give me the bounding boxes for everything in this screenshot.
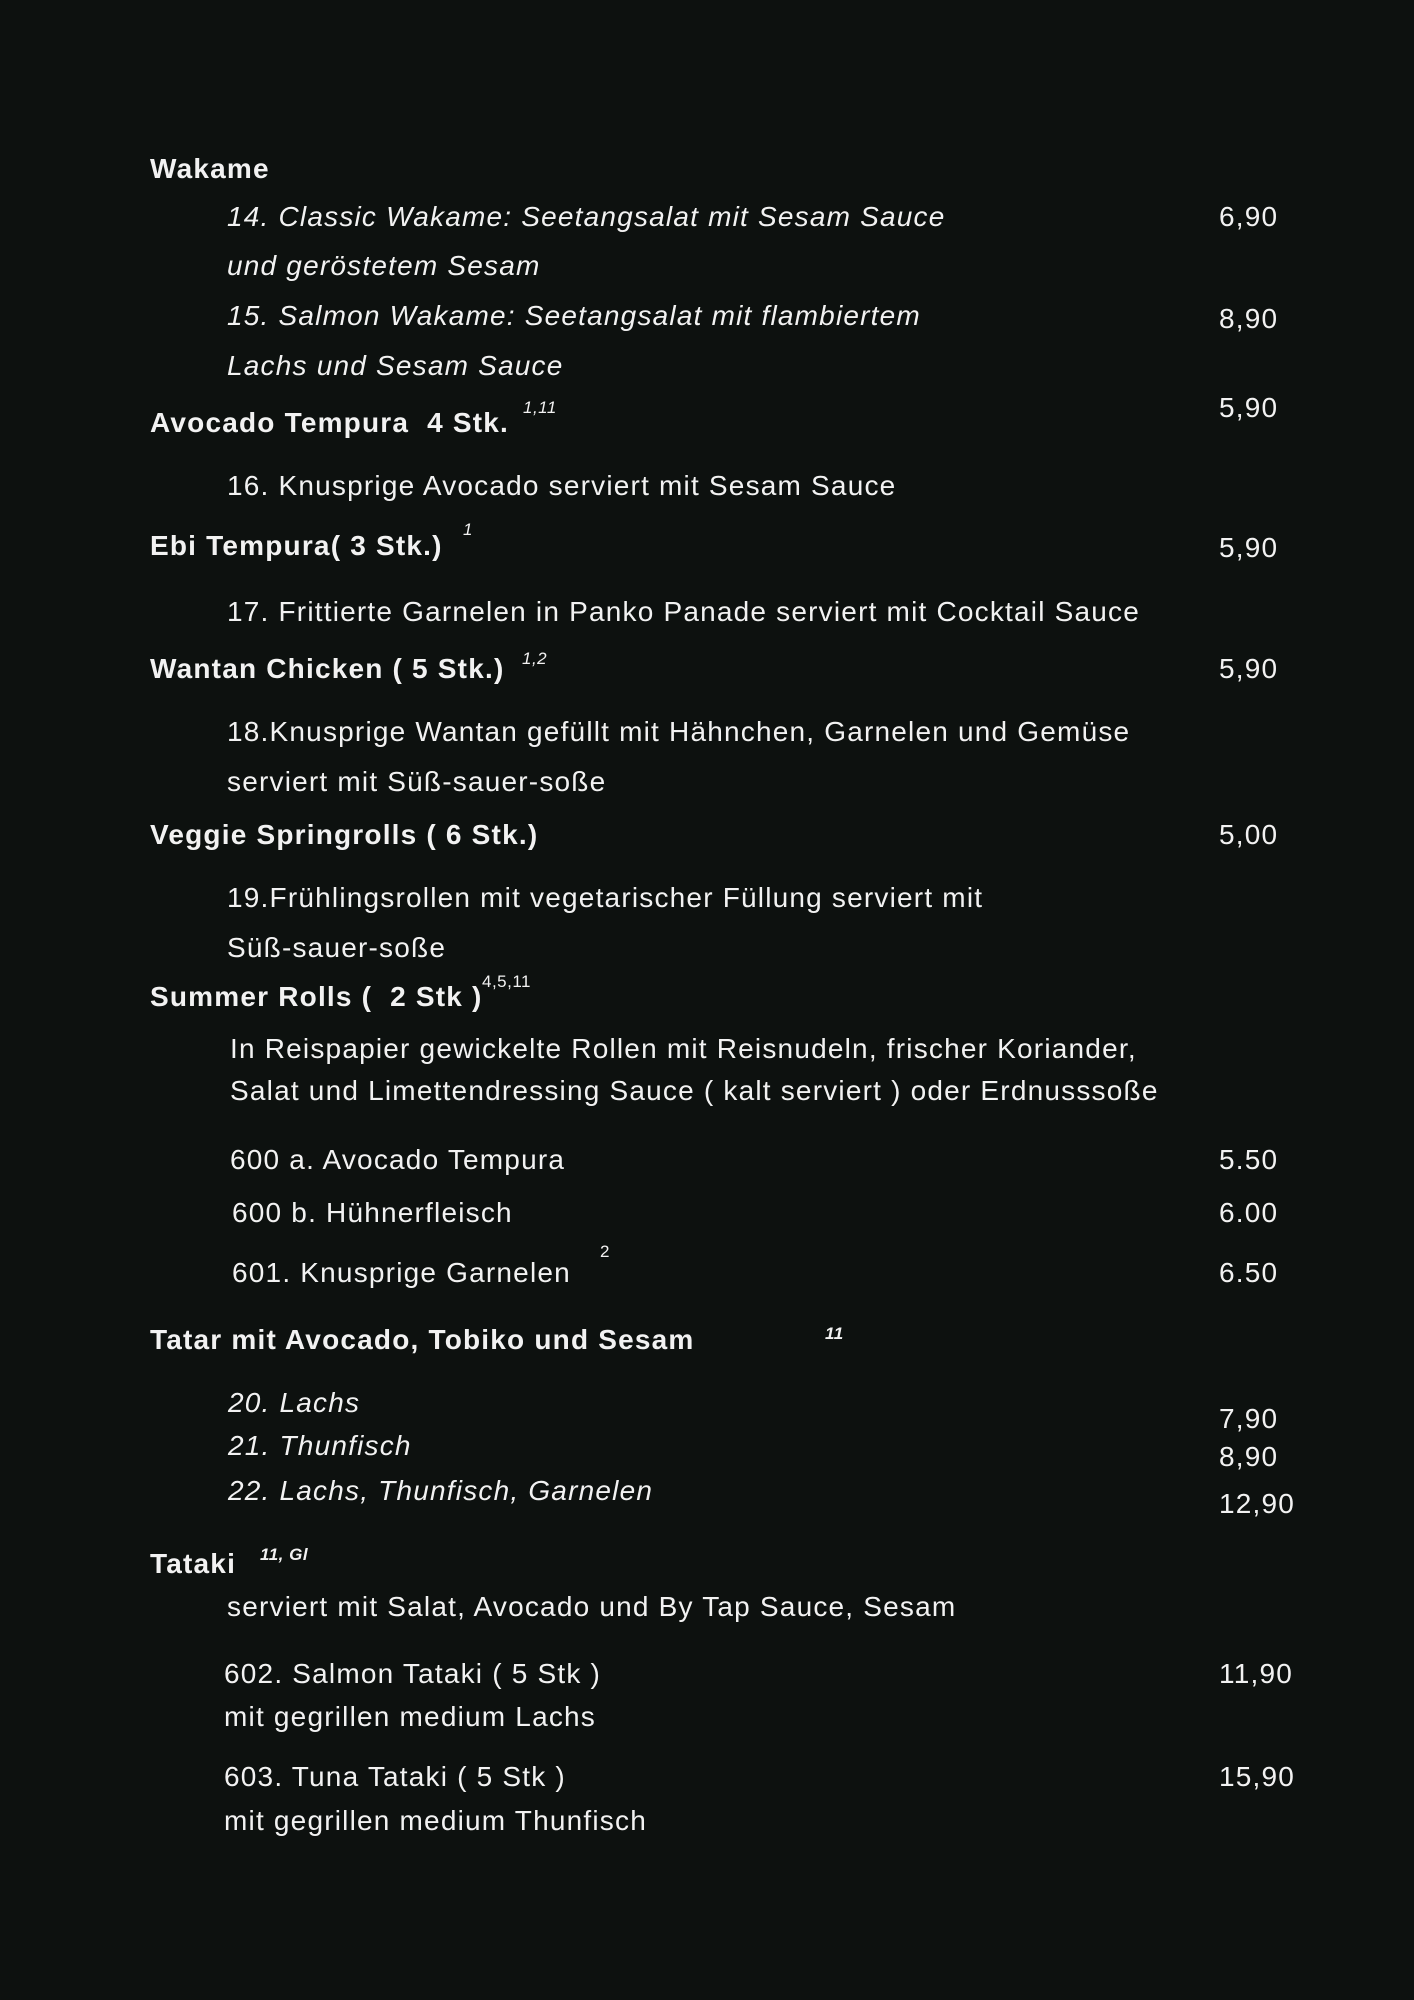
menu-item-602-sub: mit gegrillen medium Lachs [224, 1701, 597, 1732]
tataki-desc: serviert mit Salat, Avocado und By Tap Sauce, Sesam [227, 1591, 957, 1622]
menu-item-16: 16. Knusprige Avocado serviert mit Sesam Sauce [227, 470, 897, 501]
menu-item-14-price: 6,90 [1219, 201, 1279, 232]
section-title-summer-rolls: Summer Rolls ( 2 Stk ) [150, 981, 483, 1012]
allergen-note: 1 [463, 520, 473, 539]
menu-item-15-line1: 15. Salmon Wakame: Seetangsalat mit flambiertem [227, 300, 921, 331]
menu-item-22-price: 12,90 [1219, 1488, 1296, 1519]
menu-item-600a-price: 5.50 [1219, 1144, 1279, 1175]
menu-item-21-price: 8,90 [1219, 1441, 1279, 1472]
menu-item-22: 22. Lachs, Thunfisch, Garnelen [228, 1475, 654, 1506]
allergen-note: 11 [825, 1324, 844, 1343]
menu-item-14-line2: und geröstetem Sesam [227, 250, 541, 281]
veggie-springrolls-price: 5,00 [1219, 819, 1279, 850]
section-title-tatar: Tatar mit Avocado, Tobiko und Sesam [150, 1324, 695, 1355]
allergen-note: 2 [600, 1242, 610, 1261]
menu-item-600b-price: 6.00 [1219, 1197, 1279, 1228]
ebi-tempura-price: 5,90 [1219, 532, 1279, 563]
wantan-chicken-price: 5,90 [1219, 653, 1279, 684]
allergen-note: 1,2 [522, 649, 548, 668]
menu-item-18-line2: serviert mit Süß-sauer-soße [227, 766, 607, 797]
section-title-wakame: Wakame [150, 153, 270, 184]
menu-item-603-price: 15,90 [1219, 1761, 1296, 1792]
menu-item-19-line2: Süß-sauer-soße [227, 932, 447, 963]
menu-item-603: 603. Tuna Tataki ( 5 Stk ) [224, 1761, 566, 1792]
section-title-avocado-tempura: Avocado Tempura 4 Stk. [150, 407, 510, 438]
menu-item-602: 602. Salmon Tataki ( 5 Stk ) [224, 1658, 602, 1689]
avocado-tempura-price: 5,90 [1219, 392, 1279, 423]
menu-item-15-line2: Lachs und Sesam Sauce [227, 350, 564, 381]
menu-item-20-price: 7,90 [1219, 1403, 1279, 1434]
summer-rolls-desc-line1: In Reispapier gewickelte Rollen mit Reisnudeln, frischer Koriander, [230, 1033, 1137, 1064]
allergen-note: 11, Gl [260, 1545, 309, 1564]
menu-item-15-price: 8,90 [1219, 303, 1279, 334]
menu-item-18-line1: 18.Knusprige Wantan gefüllt mit Hähnchen, Garnelen und Gemüse [227, 716, 1131, 747]
menu-item-14-line1: 14. Classic Wakame: Seetangsalat mit Sesam Sauce [227, 201, 946, 232]
menu-item-17: 17. Frittierte Garnelen in Panko Panade serviert mit Cocktail Sauce [227, 596, 1141, 627]
section-title-veggie-springrolls: Veggie Springrolls ( 6 Stk.) [150, 819, 539, 850]
allergen-note: 4,5,11 [482, 972, 532, 991]
summer-rolls-desc-line2: Salat und Limettendressing Sauce ( kalt serviert ) oder Erdnusssoße [230, 1075, 1159, 1106]
section-title-ebi-tempura: Ebi Tempura( 3 Stk.) [150, 530, 443, 561]
menu-item-602-price: 11,90 [1219, 1658, 1293, 1689]
menu-item-603-sub: mit gegrillen medium Thunfisch [224, 1805, 647, 1836]
menu-item-21: 21. Thunfisch [228, 1430, 412, 1461]
menu-item-600a: 600 a. Avocado Tempura [230, 1144, 566, 1175]
menu-item-601: 601. Knusprige Garnelen [232, 1257, 571, 1288]
menu-item-20: 20. Lachs [228, 1387, 361, 1418]
menu-item-600b: 600 b. Hühnerfleisch [232, 1197, 513, 1228]
menu-item-601-price: 6.50 [1219, 1257, 1279, 1288]
menu-item-19-line1: 19.Frühlingsrollen mit vegetarischer Füllung serviert mit [227, 882, 984, 913]
section-title-tataki: Tataki [150, 1548, 237, 1579]
section-title-wantan-chicken: Wantan Chicken ( 5 Stk.) [150, 653, 505, 684]
allergen-note: 1,11 [523, 398, 557, 417]
